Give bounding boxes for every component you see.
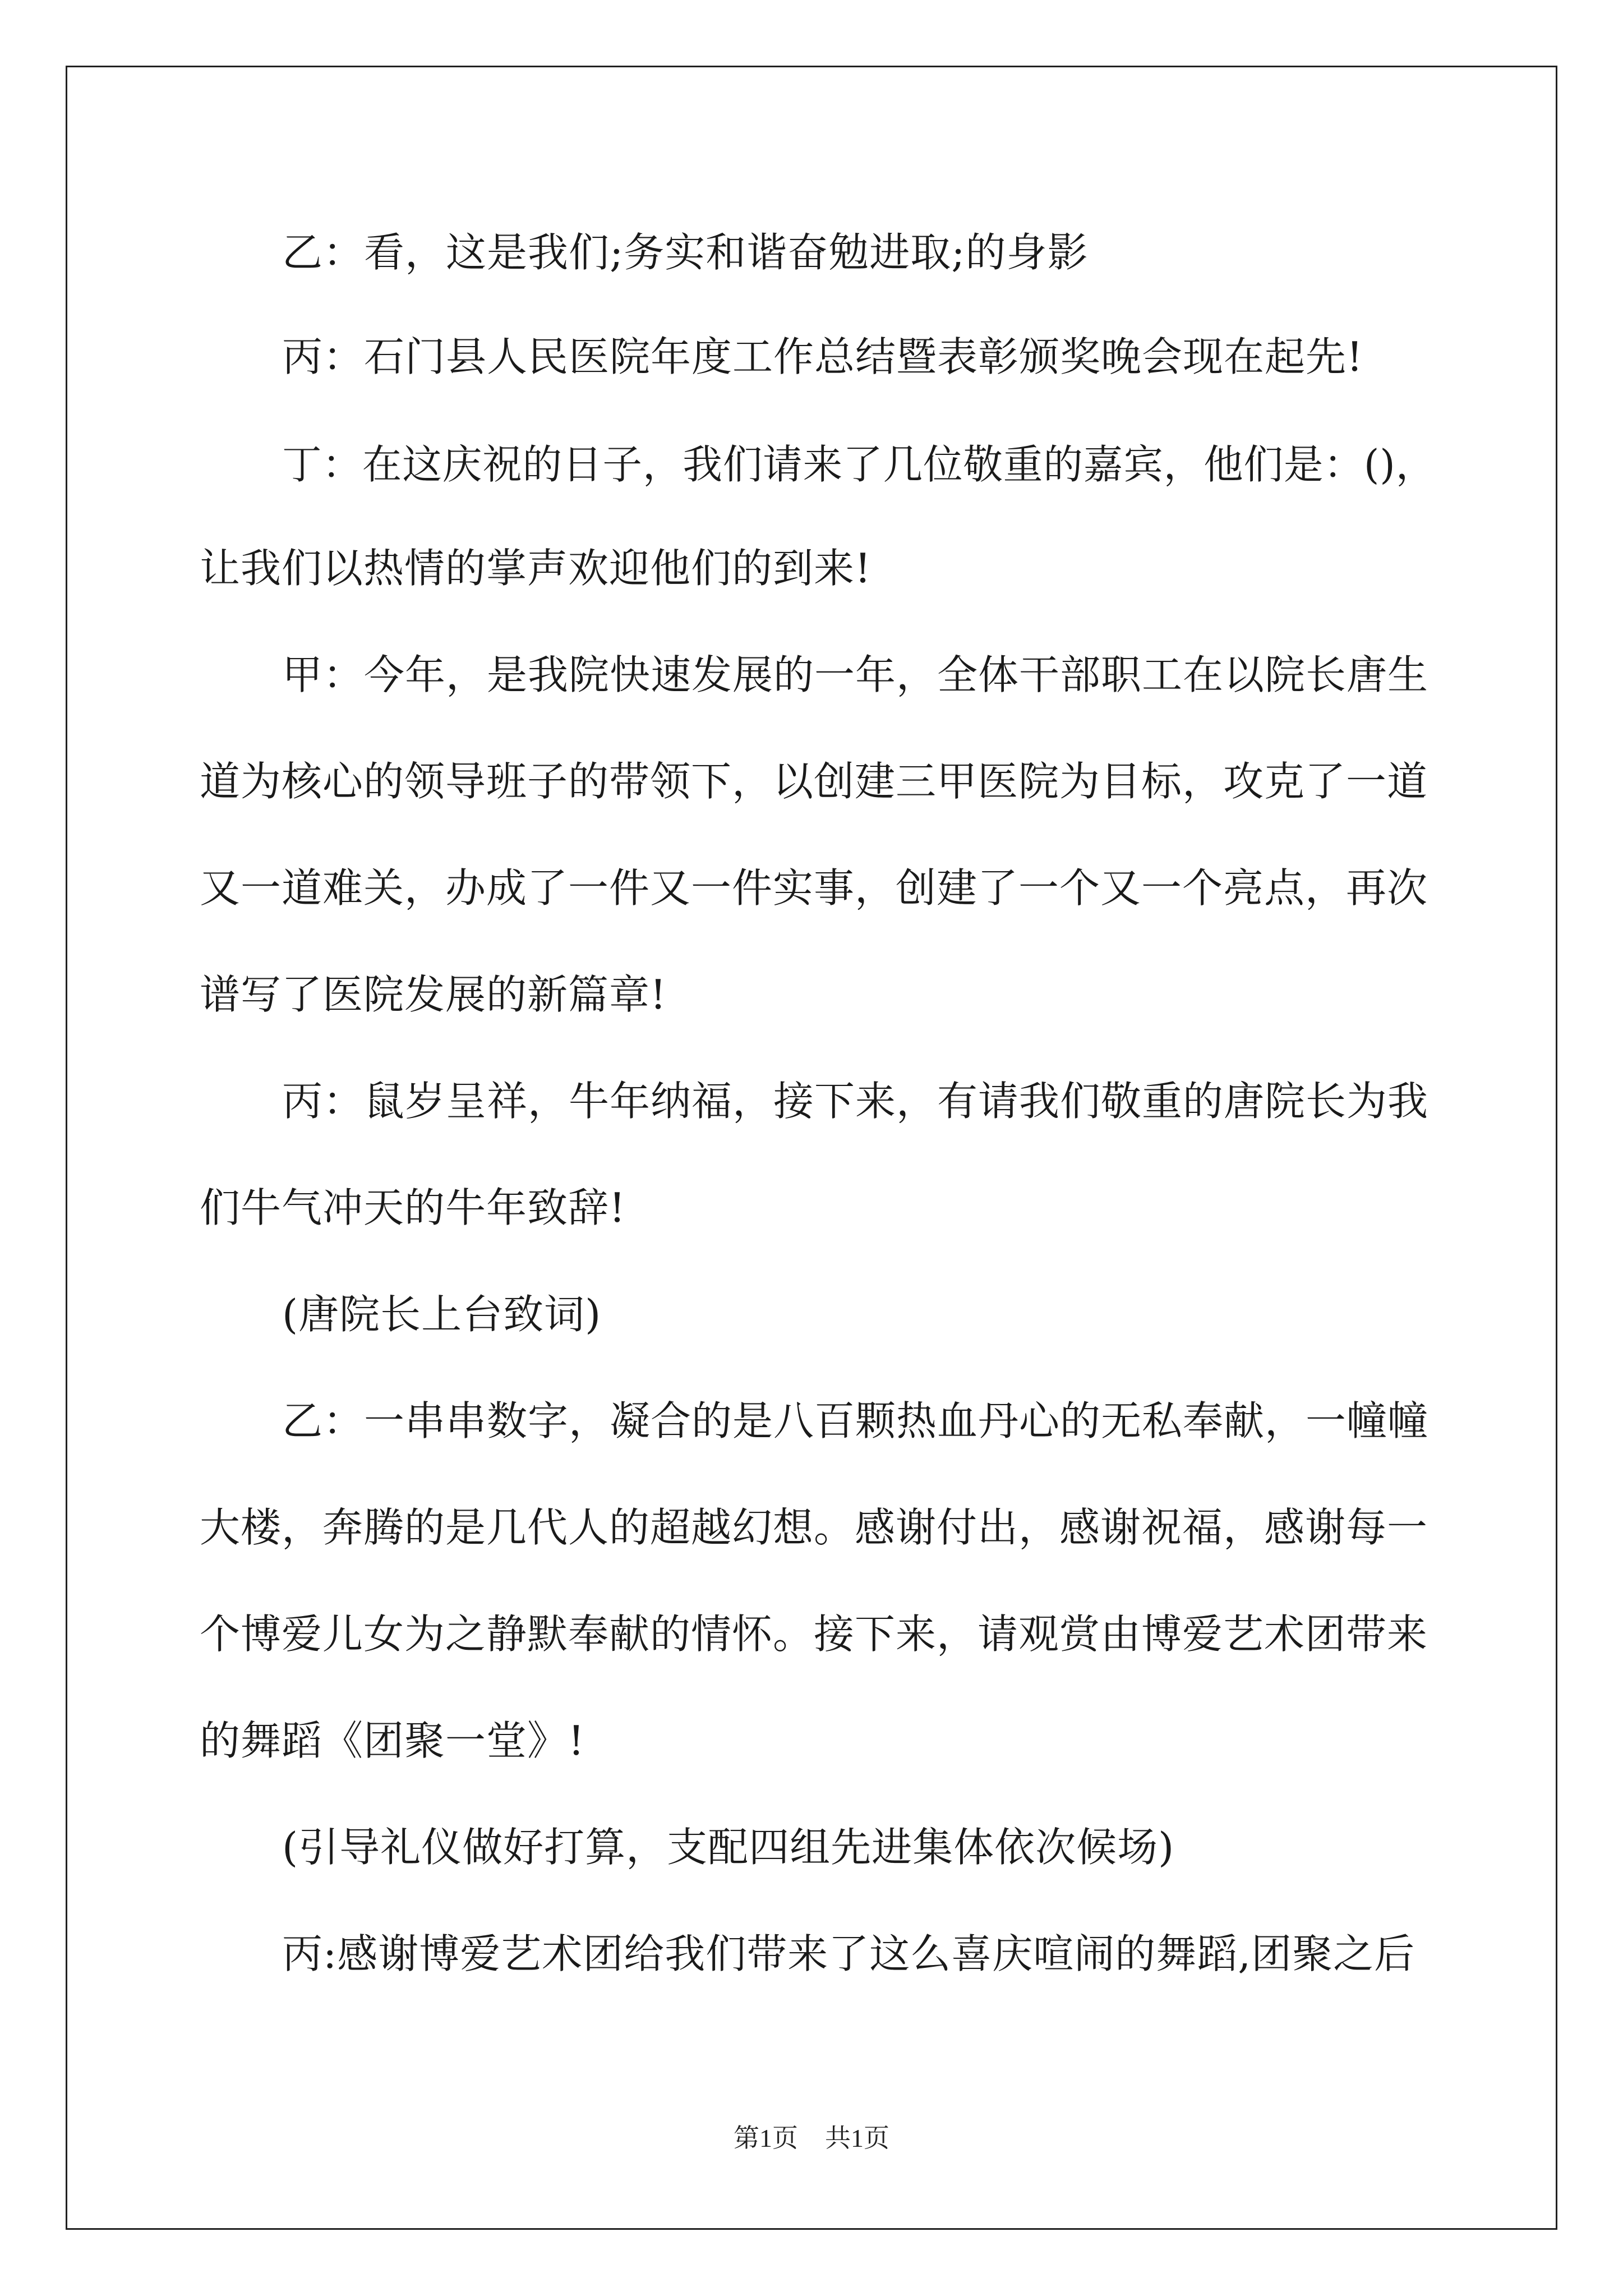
paragraph-line: (引导礼仪做好打算，支配四组先进集体依次候场) — [282, 1824, 1175, 1871]
paragraph-line: 个博爱儿女为之静默奉献的情怀。接下来，请观赏由博爱艺术团带来 — [200, 1611, 1428, 1658]
paragraph-line: 道为核心的领导班子的带领下，以创建三甲医院为目标，攻克了一道 — [200, 758, 1428, 805]
paragraph-line: 丙:感谢博爱艺术团给我们带来了这么喜庆喧闹的舞蹈,团聚之后 — [282, 1930, 1415, 1977]
paragraph-line: 丁：在这庆祝的日子，我们请来了几位敬重的嘉宾，他们是：()， — [282, 441, 1436, 488]
paragraph-line: 让我们以热情的掌声欢迎他们的到来! — [200, 545, 872, 592]
paragraph-line: 又一道难关，办成了一件又一件实事，创建了一个又一个亮点，再次 — [200, 864, 1428, 912]
paragraph-line: 们牛气冲天的牛年致辞! — [200, 1184, 626, 1231]
paragraph-line: 乙：一串串数字，凝合的是八百颗热血丹心的无私奉献，一幢幢 — [282, 1397, 1429, 1444]
page-count: 共1页 — [825, 2124, 889, 2152]
paragraph-line: (唐院长上台致词) — [282, 1291, 602, 1338]
paragraph-line: 大楼，奔腾的是几代人的超越幻想。感谢付出，感谢祝福，感谢每一 — [200, 1504, 1428, 1551]
paragraph-line: 谱写了医院发展的新篇章! — [200, 971, 667, 1018]
paragraph-line: 丙：鼠岁呈祥，牛年纳福，接下来，有请我们敬重的唐院长为我 — [282, 1078, 1429, 1125]
paragraph-line: 的舞蹈《团聚一堂》! — [200, 1717, 585, 1764]
page-number: 第1页 — [734, 2124, 798, 2152]
page-border — [66, 66, 1557, 2230]
paragraph-line: 甲：今年，是我院快速发展的一年，全体干部职工在以院长唐生 — [282, 651, 1429, 698]
paragraph-line: 丙：石门县人民医院年度工作总结暨表彰颁奖晚会现在起先! — [282, 333, 1363, 380]
page-footer — [0, 2122, 1623, 2155]
paragraph-line: 乙：看，这是我们;务实和谐奋勉进取;的身影 — [282, 229, 1089, 276]
